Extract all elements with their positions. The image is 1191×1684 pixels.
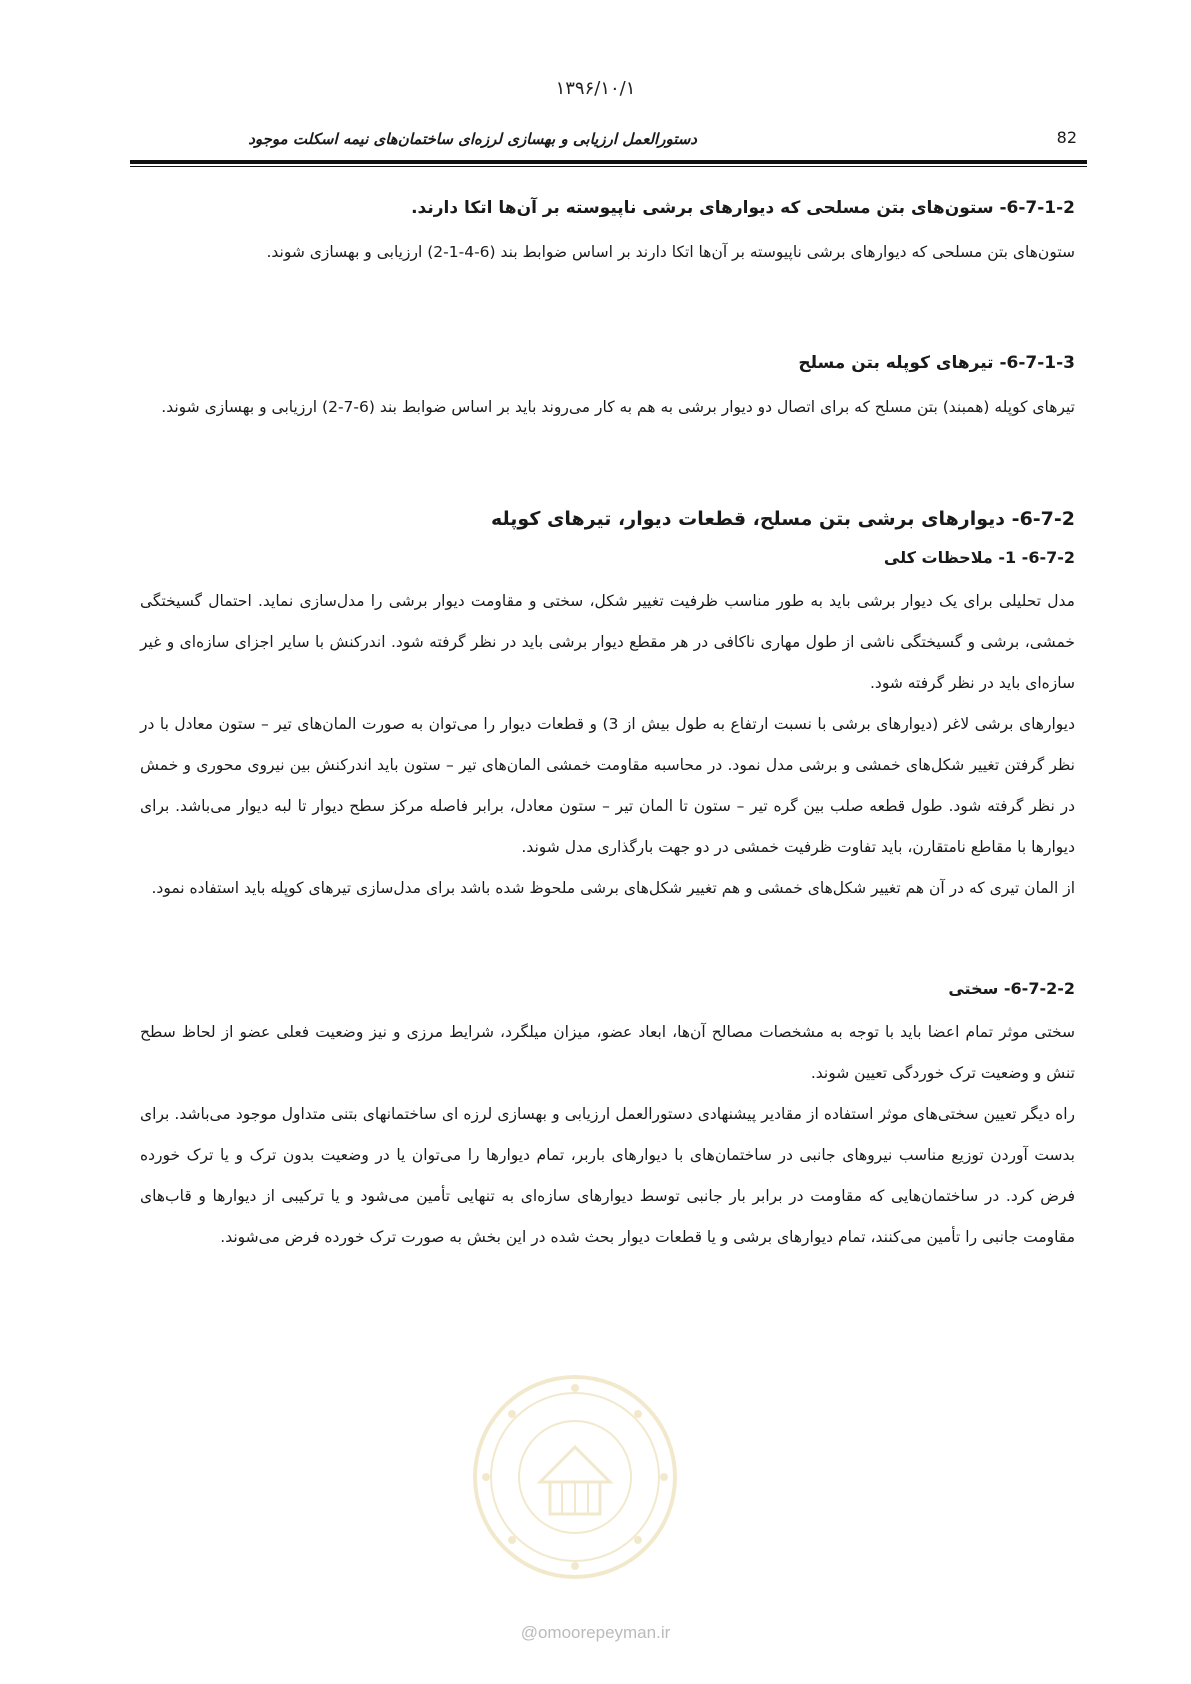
section-heading-6-7-1-2: 6-7-1-2- ستون‌های بتن مسلحی که دیوارهای برشی ناپیوسته بر آن‌ها اتکا دارند. — [411, 198, 1075, 218]
page-header — [130, 124, 1087, 152]
document-body — [140, 180, 1075, 1258]
watermark-seal-icon — [470, 1372, 680, 1582]
page-number: 82 — [1056, 128, 1077, 147]
paragraph: از المان تیری که در آن هم تغییر شکل‌های خمشی و هم تغییر شکل‌های برشی ملحوظ شده باشد برای مدل‌سازی تیرهای کوپله باید استفاده نمود. — [151, 879, 1075, 897]
section-heading-6-7-2-2: 6-7-2-2- سختی — [948, 979, 1075, 998]
paragraph: مدل تحلیلی برای یک دیوار برشی باید به طور مناسب ظرفیت تغییر شکل، سختی و مقاومت دیوار برشی را مدل‌سازی نماید. احتمال گسیختگی خمشی، برشی و گسیختگی ناشی از طول مهاری ناکافی در هر مقطع دیوار برشی باید در نظر گرفته شود. اندرکنش با سایر اجزای سازه‌ای و غیر سازه‌ای باید در نظر گرفته شود. — [140, 592, 1075, 692]
section-heading-6-7-2: 6-7-2- دیوارهای برشی بتن مسلح، قطعات دیوار، تیرهای کوپله — [491, 508, 1075, 530]
paragraph: تیرهای کوپله (همبند) بتن مسلح که برای اتصال دو دیوار برشی به هم به کار می‌روند باید بر اساس ضوابط بند (6-7-2) ارزیابی و بهسازی شوند. — [161, 398, 1075, 416]
paragraph: ستون‌های بتن مسلحی که دیوارهای برشی ناپیوسته بر آن‌ها اتکا دارند بر اساس ضوابط بند (6-4-1-2) ارزیابی و بهسازی شوند. — [266, 243, 1075, 261]
watermark-text: @omoorepeyman.ir — [520, 1623, 671, 1642]
paragraph: راه دیگر تعیین سختی‌های موثر استفاده از مقادیر پیشنهادی دستورالعمل ارزیابی و بهسازی لرزه ای ساختمانهای بتنی متداول موجود می‌باشد. برای بدست آوردن توزیع مناسب نیروهای جانبی در ساختمان‌های با دیوارهای باربر، تمام دیوارها را می‌توان یا در وضعیت بدون ترک و یا ترک خورده فرض کرد. در ساختمان‌هایی که مقاومت در برابر بار جانبی توسط دیوارهای سازه‌ای به تنهایی تأمین می‌شود و یا ترکیبی از دیوارها و قاب‌های مقاومت جانبی را تأمین می‌کنند، تمام دیوارهای برشی و یا قطعات دیوار بحث شده در این بخش به صورت ترک خورده فرض می‌شوند. — [140, 1105, 1075, 1246]
paragraph: سختی موثر تمام اعضا باید با توجه به مشخصات مصالح آن‌ها، ابعاد عضو، میزان میلگرد، شرایط مرزی و نیز وضعیت فعلی عضو از لحاظ سطح تنش و وضعیت ترک خوردگی تعیین شوند. — [140, 1023, 1075, 1082]
header-rule — [130, 160, 1087, 164]
paragraph: دیوارهای برشی لاغر (دیوارهای برشی با نسبت ارتفاع به طول بیش از 3) و قطعات دیوار را می‌توان به صورت المان‌های تیر – ستون معادل با در نظر گرفتن تغییر شکل‌های خمشی و برشی مدل نمود. در محاسبه مقاومت خمشی المان‌های تیر – ستون باید اندرکنش بین نیروی محوری و خمش در نظر گرفته شود. طول قطعه صلب بین گره تیر – ستون تا المان تیر – ستون معادل، برابر فاصله مرکز سطح دیوار تا لبه دیوار می‌باشد. برای دیوارها با مقاطع نامتقارن، باید تفاوت ظرفیت خمشی در دو جهت بارگذاری مدل شوند. — [140, 715, 1075, 856]
page-date: ۱۳۹۶/۱۰/۱ — [555, 78, 636, 99]
section-heading-6-7-2-1: 6-7-2- 1- ملاحظات کلی — [883, 548, 1075, 567]
section-heading-6-7-1-3: 6-7-1-3- تیرهای کوپله بتن مسلح — [798, 353, 1075, 373]
running-title: دستورالعمل ارزیابی و بهسازی لرزه‌ای ساختمان‌های نیمه اسکلت موجود — [248, 130, 697, 148]
header-rule-thin — [130, 166, 1087, 167]
